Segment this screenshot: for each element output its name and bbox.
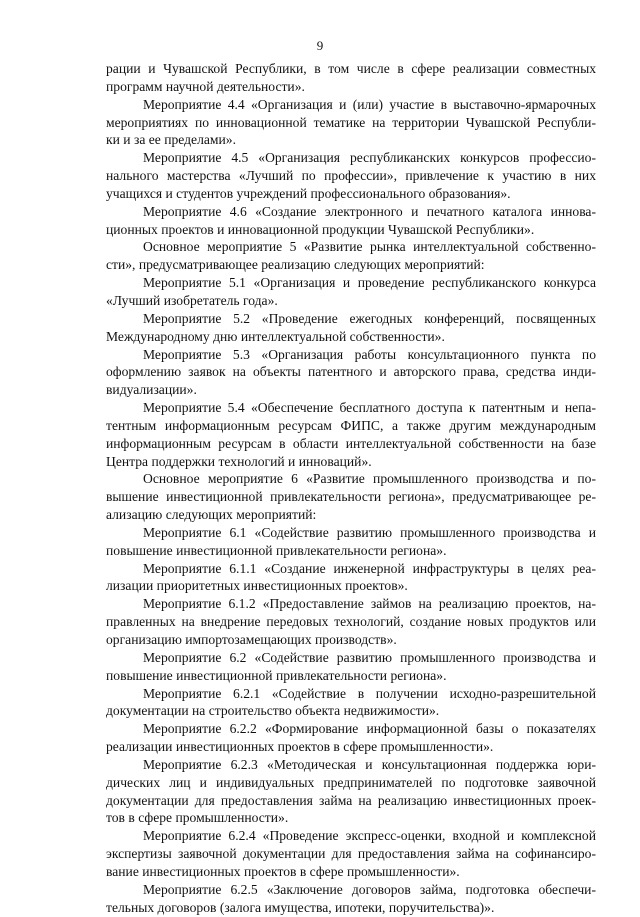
paragraph xyxy=(106,238,596,274)
text-line: Основное мероприятие 5 «Развитие рынка интеллектуальной собственно- xyxy=(143,239,596,255)
paragraph xyxy=(106,827,596,881)
text-line: Мероприятие 5.3 «Организация работы консультационного пункта по xyxy=(143,346,596,362)
text-line: тентным информационным ресурсам ФИПС, а также другим международным xyxy=(106,417,596,433)
text-line: Мероприятие 6.2.3 «Методическая и консультационная поддержка юри- xyxy=(143,756,596,772)
text-line: Мероприятие 6.2.5 «Заключение договоров займа, подготовка обеспечи- xyxy=(143,881,596,897)
text-line: Мероприятие 4.4 «Организация и (или) участие в выставочно-ярмарочных xyxy=(143,96,596,112)
text-line: Мероприятие 6.1 «Содействие развитию промышленного производства и xyxy=(143,524,596,540)
paragraph xyxy=(106,274,596,310)
text-line: «Лучший изобретатель года». xyxy=(106,292,278,308)
text-line: программ научной деятельности». xyxy=(106,78,305,94)
page-number: 9 xyxy=(316,38,324,53)
paragraph xyxy=(106,470,596,524)
text-line: экспертизы заявочной документации для предоставления займа на софинансиро- xyxy=(106,846,596,862)
text-line: Мероприятие 6.1.2 «Предоставление займов на реализацию проектов, на- xyxy=(143,596,596,612)
text-line: вышение инвестиционной привлекательности региона», предусматривающее ре- xyxy=(106,489,596,505)
text-line: реализации инвестиционных проектов в сфере промышленности». xyxy=(106,739,494,755)
text-line: ки и за ее пределами». xyxy=(106,132,236,148)
paragraph xyxy=(106,595,596,649)
text-line: ционных проектов и инновационной продукции Чувашской Республики». xyxy=(106,221,535,237)
paragraph xyxy=(106,756,596,827)
text-line: повышение инвестиционной привлекательности региона». xyxy=(106,542,447,558)
text-line: Мероприятие 5.2 «Проведение ежегодных конференций, посвященных xyxy=(143,310,596,326)
text-line: Международному дню интеллектуальной собственности». xyxy=(106,328,445,344)
text-line: видуализации». xyxy=(106,382,197,398)
text-line: Мероприятие 6.2 «Содействие развитию промышленного производства и xyxy=(143,649,596,665)
paragraph xyxy=(106,524,596,560)
text-line: ализацию следующих мероприятий: xyxy=(106,507,317,523)
paragraph xyxy=(106,149,596,203)
document-body xyxy=(106,60,596,917)
text-line: тов в сфере промышленности». xyxy=(106,810,289,826)
paragraph xyxy=(106,346,596,400)
text-line: документации на строительство объекта недвижимости». xyxy=(106,703,440,719)
text-line: правленных на внедрение передовых технологий, создание новых продуктов или xyxy=(106,614,596,630)
text-line: документации для предоставления займа на реализацию инвестиционных проек- xyxy=(106,792,596,808)
text-line: тельных договоров (залога имущества, ипотеки, поручительства)». xyxy=(106,899,495,915)
paragraph xyxy=(106,685,596,721)
paragraph xyxy=(106,203,596,239)
text-line: информационным ресурсам в области интеллектуальной собственности на базе xyxy=(106,435,596,451)
text-line: Мероприятие 6.2.2 «Формирование информационной базы о показателях xyxy=(143,721,596,737)
paragraph xyxy=(106,310,596,346)
paragraph xyxy=(106,60,596,96)
text-line: Основное мероприятие 6 «Развитие промышленного производства и по- xyxy=(143,471,596,487)
text-line: сти», предусматривающее реализацию следующих мероприятий: xyxy=(106,257,485,273)
text-line: нального мастерства «Лучший по профессии», привлечение к участию в них xyxy=(106,168,596,184)
text-line: оформлению заявок на объекты патентного и авторского права, средства инди- xyxy=(106,364,596,380)
text-line: лизации приоритетных инвестиционных проектов». xyxy=(106,578,408,594)
text-line: повышение инвестиционной привлекательности региона». xyxy=(106,667,447,683)
paragraph xyxy=(106,560,596,596)
paragraph xyxy=(106,649,596,685)
text-line: мероприятиях по инновационной тематике на территории Чувашской Республи- xyxy=(106,114,596,130)
text-line: Мероприятие 6.2.4 «Проведение экспресс-оценки, входной и комплексной xyxy=(143,828,596,844)
text-line: Мероприятие 5.1 «Организация и проведение республиканского конкурса xyxy=(143,275,596,291)
text-line: Центра поддержки технологий и инноваций». xyxy=(106,453,372,469)
text-line: Мероприятие 6.2.1 «Содействие в получении исходно-разрешительной xyxy=(143,685,596,701)
text-line: рации и Чувашской Республики, в том числе в сфере реализации совместных xyxy=(106,61,596,76)
text-line: Мероприятие 6.1.1 «Создание инженерной инфраструктуры в целях реа- xyxy=(143,560,596,576)
text-line: вание инвестиционных проектов в сфере промышленности». xyxy=(106,863,460,879)
paragraph xyxy=(106,96,596,150)
text-line: Мероприятие 5.4 «Обеспечение бесплатного доступа к патентным и непа- xyxy=(143,400,596,416)
paragraph xyxy=(106,720,596,756)
text-line: организацию импортозамещающих производств». xyxy=(106,632,397,647)
text-line: дических лиц и индивидуальных предпринимателей по подготовке заявочной xyxy=(106,774,596,790)
text-line: учащихся и студентов учреждений профессионального образования». xyxy=(106,185,511,201)
paragraph xyxy=(106,399,596,470)
paragraph xyxy=(106,881,596,917)
text-line: Мероприятие 4.6 «Создание электронного и печатного каталога иннова- xyxy=(143,203,596,219)
text-line: Мероприятие 4.5 «Организация республиканских конкурсов профессио- xyxy=(143,150,596,166)
